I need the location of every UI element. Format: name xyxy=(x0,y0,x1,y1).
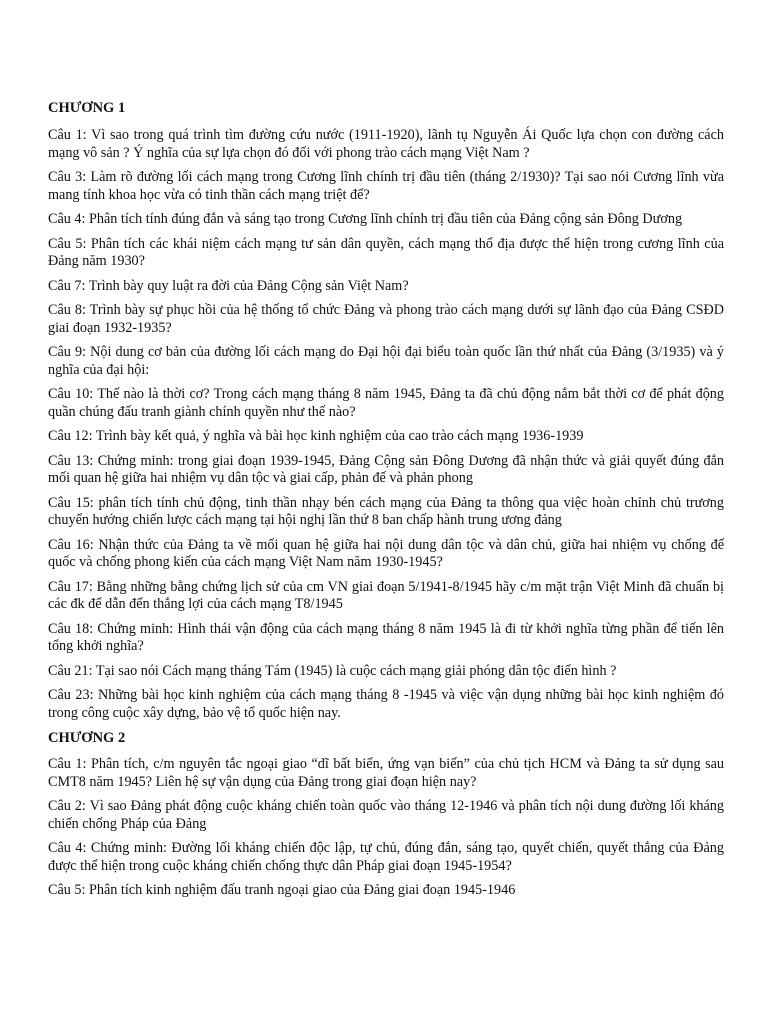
question-item: Câu 10: Thế nào là thời cơ? Trong cách mạng tháng 8 năm 1945, Đảng ta đã chủ động nắm bắt thời cơ để phát động quần chúng đấu tranh giành chính quyền như thế nào? xyxy=(48,386,724,420)
question-item: Câu 7: Trình bày quy luật ra đời của Đảng Cộng sản Việt Nam? xyxy=(48,277,409,294)
question-item: Câu 12: Trình bày kết quả, ý nghĩa và bài học kinh nghiệm của cao trào cách mạng 1936-1939 xyxy=(48,428,584,444)
question-item: Câu 1: Phân tích, c/m nguyên tắc ngoại giao “dĩ bất biến, ứng vạn biến” của chủ tịch HCM và Đảng ta sử dụng sau CMT8 năm 1945? Liên hệ sự vận dụng của Đảng trong giai đoạn hiện nay? xyxy=(48,756,724,790)
question-item: Câu 1: Vì sao trong quá trình tìm đường cứu nước (1911-1920), lãnh tụ Nguyễn Ái Quốc lựa chọn con đường cách mạng vô sản ? Ý nghĩa của sự lựa chọn đó đối với phong trào cách mạng Việt Nam ? xyxy=(48,127,724,161)
question-item: Câu 9: Nội dung cơ bản của đường lối cách mạng do Đại hội đại biểu toàn quốc lần thứ nhất của Đảng (3/1935) và ý nghĩa của đại hội: xyxy=(48,344,724,378)
question-item: Câu 13: Chứng minh: trong giai đoạn 1939-1945, Đảng Cộng sản Đông Dương đã nhận thức và giải quyết đúng đắn mối quan hệ giữa hai nhiệm vụ dân tộc và giai cấp, phản đế và phản phong xyxy=(48,452,724,486)
chapter-1 xyxy=(48,100,724,722)
chapter-2 xyxy=(48,730,724,900)
question-item: Câu 8: Trình bày sự phục hồi của hệ thống tổ chức Đảng và phong trào cách mạng dưới sự lãnh đạo của Đảng CSĐD giai đoạn 1932-1935? xyxy=(48,302,724,336)
question-item: Câu 16: Nhận thức của Đảng ta về mối quan hệ giữa hai nội dung dân tộc và dân chủ, giữa hai nhiệm vụ chống đế quốc và chống phong kiến của cách mạng Việt Nam năm 1930-1945? xyxy=(48,536,724,570)
chapter-title: CHƯƠNG 2 xyxy=(48,730,126,746)
question-item: Câu 5: Phân tích kinh nghiệm đấu tranh ngoại giao của Đảng giai đoạn 1945-1946 xyxy=(48,882,516,898)
question-item: Câu 2: Vì sao Đảng phát động cuộc kháng chiến toàn quốc vào tháng 12-1946 và phân tích nội dung đường lối kháng chiến chống Pháp của Đảng xyxy=(48,798,724,832)
question-item: Câu 4: Phân tích tính đúng đắn và sáng tạo trong Cương lĩnh chính trị đầu tiên của Đảng cộng sản Đông Dương xyxy=(48,211,683,227)
question-item: Câu 21: Tại sao nói Cách mạng tháng Tám (1945) là cuộc cách mạng giải phóng dân tộc điển hình ? xyxy=(48,662,617,679)
question-item: Câu 15: phân tích tính chủ động, tinh thần nhạy bén cách mạng của Đảng ta thông qua việc hoàn chỉnh chủ trương chuyển hướng chiến lược cách mạng tại hội nghị lần thứ 8 ban chấp hành trung ương đảng xyxy=(48,494,724,528)
question-item: Câu 4: Chứng minh: Đường lối kháng chiến độc lập, tự chủ, đúng đắn, sáng tạo, quyết chiến, quyết thắng của Đảng được thể hiện trong cuộc kháng chiến chống thực dân Pháp giai đoạn 1945-1954? xyxy=(48,840,724,874)
chapter-title: CHƯƠNG 1 xyxy=(48,100,126,116)
question-item: Câu 3: Làm rõ đường lối cách mạng trong Cương lĩnh chính trị đầu tiên (tháng 2/1930)? Tại sao nói Cương lĩnh vừa mang tính khoa học vừa có tinh thần cách mạng triệt để? xyxy=(48,169,724,203)
question-item: Câu 23: Những bài học kinh nghiệm của cách mạng tháng 8 -1945 và việc vận dụng những bài học kinh nghiệm đó trong công cuộc xây dựng, bảo vệ tổ quốc hiện nay. xyxy=(48,687,724,721)
question-item: Câu 5: Phân tích các khái niệm cách mạng tư sản dân quyền, cách mạng thổ địa được thể hiện trong cương lĩnh của Đảng năm 1930? xyxy=(48,235,724,269)
question-item: Câu 17: Bằng những bằng chứng lịch sử của cm VN giai đoạn 5/1941-8/1945 hãy c/m mặt trận Việt Minh đã chuẩn bị các đk để dẫn đến thắng lợi của cách mạng T8/1945 xyxy=(48,578,724,612)
question-item: Câu 18: Chứng minh: Hình thái vận động của cách mạng tháng 8 năm 1945 là đi từ khởi nghĩa từng phần để tiến lên tổng khởi nghĩa? xyxy=(48,620,724,654)
